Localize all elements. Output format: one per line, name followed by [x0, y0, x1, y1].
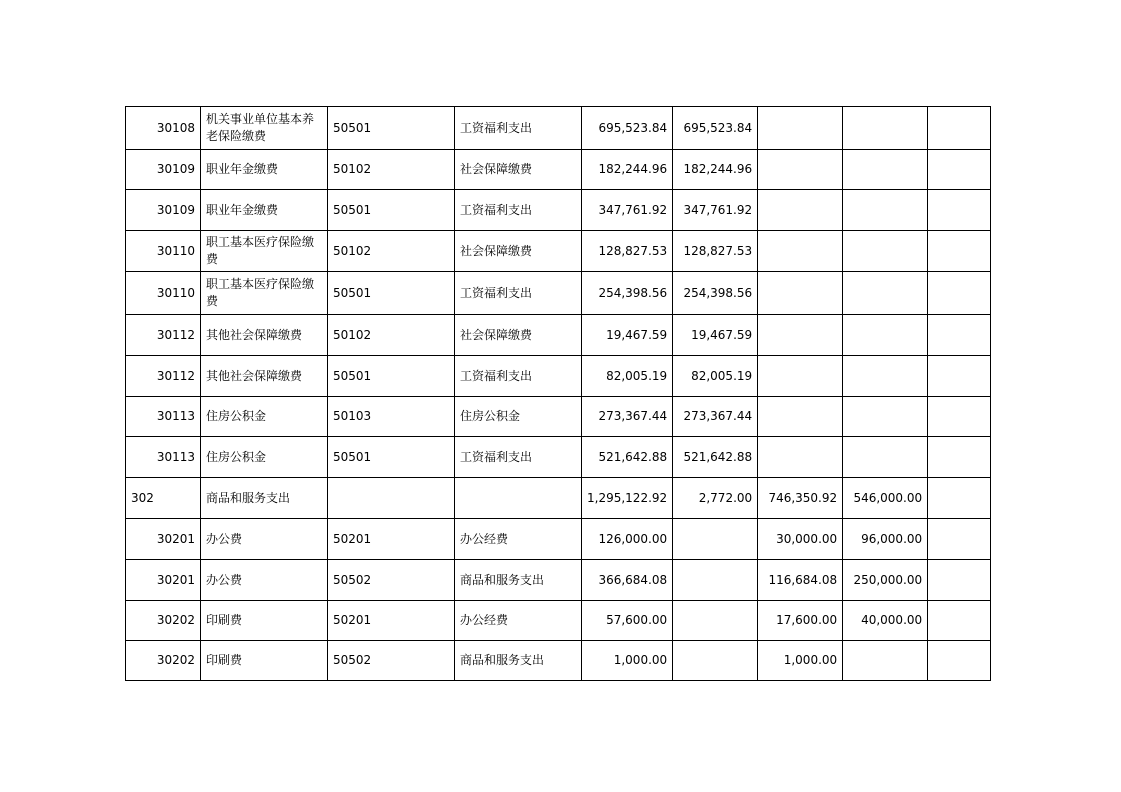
other-cell [843, 107, 928, 150]
econ-code-cell: 30201 [126, 519, 201, 560]
basic-cell: 695,523.84 [673, 107, 758, 150]
basic-cell: 521,642.88 [673, 437, 758, 478]
total-cell: 126,000.00 [582, 519, 673, 560]
econ-name-cell: 机关事业单位基本养老保险缴费 [201, 107, 328, 150]
project-cell [758, 437, 843, 478]
gov-name-cell [455, 478, 582, 519]
gov-code-cell: 50103 [328, 397, 455, 437]
econ-name-cell: 职工基本医疗保险缴费 [201, 272, 328, 315]
other-cell [843, 231, 928, 272]
budget-table [125, 106, 991, 681]
table-row [126, 356, 991, 397]
table-body [126, 107, 991, 681]
project-cell [758, 190, 843, 231]
gov-name-cell: 社会保障缴费 [455, 315, 582, 356]
total-cell: 254,398.56 [582, 272, 673, 315]
basic-cell [673, 560, 758, 601]
gov-code-cell: 50102 [328, 231, 455, 272]
table-row [126, 641, 991, 681]
gov-code-cell: 50501 [328, 356, 455, 397]
table-row [126, 150, 991, 190]
other-cell: 546,000.00 [843, 478, 928, 519]
econ-code-cell: 30112 [126, 356, 201, 397]
project-cell [758, 397, 843, 437]
other-cell: 96,000.00 [843, 519, 928, 560]
econ-name-cell: 办公费 [201, 519, 328, 560]
table-row [126, 231, 991, 272]
gov-name-cell: 工资福利支出 [455, 272, 582, 315]
other-cell [843, 397, 928, 437]
extra-cell [928, 107, 991, 150]
project-cell [758, 107, 843, 150]
gov-code-cell: 50502 [328, 560, 455, 601]
econ-code-cell: 30202 [126, 601, 201, 641]
table-row [126, 560, 991, 601]
econ-name-cell: 职工基本医疗保险缴费 [201, 231, 328, 272]
gov-name-cell: 办公经费 [455, 601, 582, 641]
basic-cell: 128,827.53 [673, 231, 758, 272]
table-row [126, 478, 991, 519]
total-cell: 273,367.44 [582, 397, 673, 437]
other-cell [843, 356, 928, 397]
econ-code-cell: 30108 [126, 107, 201, 150]
basic-cell: 82,005.19 [673, 356, 758, 397]
other-cell [843, 315, 928, 356]
total-cell: 19,467.59 [582, 315, 673, 356]
gov-name-cell: 工资福利支出 [455, 107, 582, 150]
gov-code-cell: 50201 [328, 601, 455, 641]
total-cell: 1,295,122.92 [582, 478, 673, 519]
extra-cell [928, 397, 991, 437]
gov-code-cell: 50102 [328, 150, 455, 190]
total-cell: 366,684.08 [582, 560, 673, 601]
total-cell: 347,761.92 [582, 190, 673, 231]
econ-name-cell: 住房公积金 [201, 397, 328, 437]
total-cell: 182,244.96 [582, 150, 673, 190]
other-cell [843, 272, 928, 315]
table-row [126, 519, 991, 560]
other-cell [843, 190, 928, 231]
econ-name-cell: 其他社会保障缴费 [201, 356, 328, 397]
econ-name-cell: 职业年金缴费 [201, 150, 328, 190]
basic-cell [673, 641, 758, 681]
gov-name-cell: 社会保障缴费 [455, 231, 582, 272]
extra-cell [928, 601, 991, 641]
project-cell [758, 150, 843, 190]
project-cell [758, 231, 843, 272]
extra-cell [928, 150, 991, 190]
extra-cell [928, 519, 991, 560]
gov-name-cell: 工资福利支出 [455, 190, 582, 231]
gov-code-cell: 50501 [328, 272, 455, 315]
table-row [126, 601, 991, 641]
gov-name-cell: 社会保障缴费 [455, 150, 582, 190]
gov-name-cell: 住房公积金 [455, 397, 582, 437]
basic-cell: 254,398.56 [673, 272, 758, 315]
basic-cell: 2,772.00 [673, 478, 758, 519]
total-cell: 128,827.53 [582, 231, 673, 272]
extra-cell [928, 560, 991, 601]
gov-name-cell: 商品和服务支出 [455, 641, 582, 681]
basic-cell: 19,467.59 [673, 315, 758, 356]
basic-cell [673, 519, 758, 560]
extra-cell [928, 190, 991, 231]
total-cell: 1,000.00 [582, 641, 673, 681]
project-cell: 116,684.08 [758, 560, 843, 601]
table-row [126, 315, 991, 356]
gov-name-cell: 工资福利支出 [455, 356, 582, 397]
project-cell: 30,000.00 [758, 519, 843, 560]
econ-code-cell: 30109 [126, 190, 201, 231]
project-cell: 17,600.00 [758, 601, 843, 641]
basic-cell: 347,761.92 [673, 190, 758, 231]
extra-cell [928, 478, 991, 519]
econ-name-cell: 职业年金缴费 [201, 190, 328, 231]
econ-code-cell: 30109 [126, 150, 201, 190]
table-row [126, 107, 991, 150]
other-cell [843, 437, 928, 478]
total-cell: 521,642.88 [582, 437, 673, 478]
econ-code-cell: 30113 [126, 397, 201, 437]
basic-cell: 273,367.44 [673, 397, 758, 437]
extra-cell [928, 356, 991, 397]
gov-code-cell [328, 478, 455, 519]
econ-code-cell: 30112 [126, 315, 201, 356]
econ-name-cell: 住房公积金 [201, 437, 328, 478]
econ-name-cell: 印刷费 [201, 641, 328, 681]
extra-cell [928, 272, 991, 315]
econ-name-cell: 办公费 [201, 560, 328, 601]
econ-code-cell: 30113 [126, 437, 201, 478]
gov-code-cell: 50501 [328, 437, 455, 478]
total-cell: 82,005.19 [582, 356, 673, 397]
project-cell: 1,000.00 [758, 641, 843, 681]
total-cell: 695,523.84 [582, 107, 673, 150]
econ-code-cell: 30201 [126, 560, 201, 601]
econ-name-cell: 印刷费 [201, 601, 328, 641]
basic-cell: 182,244.96 [673, 150, 758, 190]
econ-name-cell: 其他社会保障缴费 [201, 315, 328, 356]
gov-name-cell: 工资福利支出 [455, 437, 582, 478]
gov-code-cell: 50502 [328, 641, 455, 681]
extra-cell [928, 437, 991, 478]
project-cell [758, 315, 843, 356]
gov-code-cell: 50501 [328, 190, 455, 231]
other-cell [843, 641, 928, 681]
total-cell: 57,600.00 [582, 601, 673, 641]
basic-cell [673, 601, 758, 641]
gov-code-cell: 50501 [328, 107, 455, 150]
project-cell [758, 272, 843, 315]
gov-name-cell: 办公经费 [455, 519, 582, 560]
econ-code-cell: 30202 [126, 641, 201, 681]
other-cell: 40,000.00 [843, 601, 928, 641]
other-cell [843, 150, 928, 190]
other-cell: 250,000.00 [843, 560, 928, 601]
table-row [126, 190, 991, 231]
econ-code-cell: 302 [126, 478, 201, 519]
table-row [126, 272, 991, 315]
econ-code-cell: 30110 [126, 272, 201, 315]
gov-code-cell: 50201 [328, 519, 455, 560]
econ-name-cell: 商品和服务支出 [201, 478, 328, 519]
gov-code-cell: 50102 [328, 315, 455, 356]
extra-cell [928, 315, 991, 356]
table-row [126, 437, 991, 478]
table-row [126, 397, 991, 437]
extra-cell [928, 641, 991, 681]
gov-name-cell: 商品和服务支出 [455, 560, 582, 601]
econ-code-cell: 30110 [126, 231, 201, 272]
project-cell [758, 356, 843, 397]
project-cell: 746,350.92 [758, 478, 843, 519]
extra-cell [928, 231, 991, 272]
